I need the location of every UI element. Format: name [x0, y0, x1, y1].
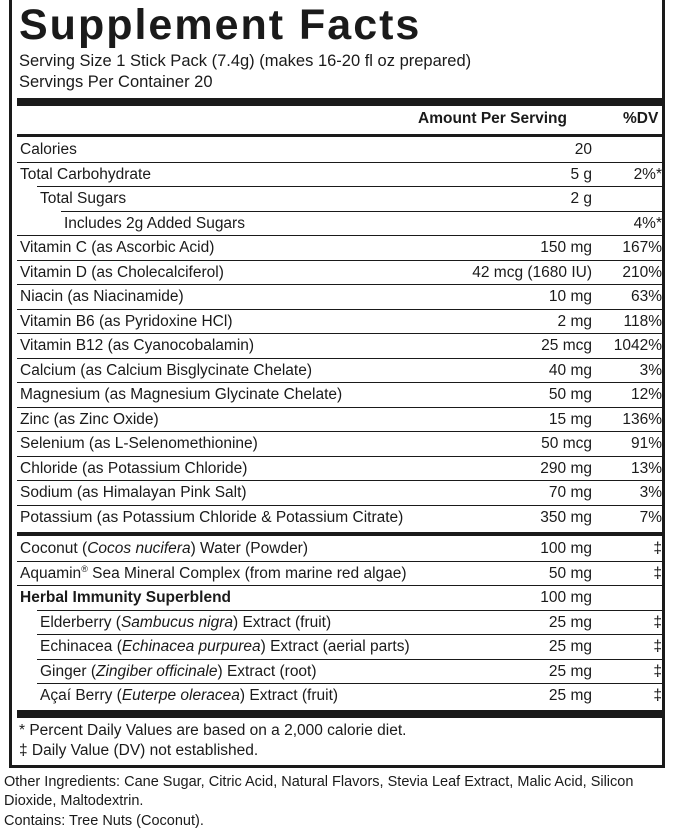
nutrient-amount: 5 g: [570, 165, 592, 183]
nutrient-name: Calories: [20, 141, 77, 158]
nutrient-row-zinc: [17, 408, 665, 433]
ingredient-amount: 50 mg: [548, 564, 592, 582]
ingredient-name-post: ) Extract (fruit): [232, 613, 332, 631]
ingredient-dv: ‡: [653, 662, 662, 680]
nutrient-row-magnesium: [17, 383, 665, 408]
ingredient-row-coconut-water: [17, 537, 665, 562]
nutrient-dv: 7%: [639, 508, 662, 526]
nutrient-name: Sodium (as Himalayan Pink Salt): [20, 484, 247, 501]
ingredient-row-aquamin: [17, 562, 665, 587]
panel-title: Supplement Facts: [19, 1, 422, 49]
ingredient-row-acai: [17, 684, 665, 709]
nutrient-name: Vitamin D (as Cholecalciferol): [20, 263, 224, 281]
nutrient-dv: 91%: [630, 435, 662, 452]
ingredient-name-pre: Echinacea (: [40, 638, 122, 655]
nutrient-row-total-carbohydrate: [17, 163, 665, 188]
ingredient-amount: 100 mg: [540, 540, 592, 557]
ingredient-name-pre: Aquamin: [20, 564, 82, 582]
nutrient-row-total-sugars: [17, 187, 665, 212]
ingredient-dv: ‡: [653, 638, 662, 655]
nutrient-amount: 15 mg: [548, 410, 592, 428]
ingredient-amount: 25 mg: [548, 613, 592, 631]
nutrient-row-selenium: [17, 432, 665, 457]
nutrient-amount: 25 mcg: [541, 337, 592, 354]
ingredient-name: [20, 562, 407, 586]
ingredient-name: [40, 684, 338, 708]
nutrient-name: Selenium (as L-Selenomethionine): [20, 435, 258, 452]
ingredient-amount: 25 mg: [548, 687, 592, 704]
ingredient-row-ginger: [17, 660, 665, 685]
ingredient-name-pre: Açaí Berry (: [40, 687, 122, 704]
ingredient-latin-name: Euterpe oleracea: [121, 687, 240, 704]
registered-mark: ®: [81, 563, 88, 574]
ingredient-latin-name: Echinacea purpurea: [121, 638, 261, 655]
ingredient-dv: ‡: [653, 564, 662, 582]
ingredient-row-echinacea: [17, 635, 665, 660]
nutrient-dv: 210%: [622, 263, 662, 281]
nutrient-amount: 350 mg: [540, 508, 592, 526]
ingredient-name-post: Sea Mineral Complex (from marine red algae): [87, 564, 407, 582]
nutrient-amount: 20: [574, 141, 592, 158]
ingredient-name-pre: Coconut (: [20, 540, 88, 557]
nutrient-amount: 42 mcg (1680 IU): [472, 263, 592, 281]
nutrient-row-vitamin-b12: [17, 334, 665, 359]
nutrient-row-sodium: [17, 481, 665, 506]
ingredient-dv: ‡: [653, 687, 662, 704]
ingredient-amount: 25 mg: [548, 638, 592, 655]
ingredient-latin-name: Cocos nucifera: [87, 540, 191, 557]
nutrient-name: Zinc (as Zinc Oxide): [20, 410, 159, 428]
nutrient-amount: 50 mg: [548, 386, 592, 403]
ingredient-amount: 25 mg: [548, 662, 592, 680]
nutrient-dv: 136%: [622, 410, 662, 428]
ingredient-name-post: ) Extract (aerial parts): [260, 638, 410, 655]
nutrient-dv: 3%: [639, 361, 662, 379]
footer-thick-divider: [17, 710, 665, 718]
nutrient-amount: 2 mg: [557, 312, 592, 330]
allergen-statement: Contains: Tree Nuts (Coconut).: [4, 813, 204, 829]
nutrient-dv: 2%*: [633, 165, 662, 183]
nutrient-row-calcium: [17, 359, 665, 384]
dv-footnote: * Percent Daily Values are based on a 2,000 calorie diet.: [19, 722, 407, 739]
ingredient-row-herbal-superblend: [17, 586, 665, 611]
dv-not-established-footnote: ‡ Daily Value (DV) not established.: [19, 742, 259, 759]
nutrient-row-vitamin-d: [17, 261, 665, 286]
nutrient-name: Niacin (as Niacinamide): [20, 288, 184, 305]
ingredient-name: [40, 611, 331, 635]
ingredient-name: [40, 635, 410, 659]
nutrient-name: Vitamin B12 (as Cyanocobalamin): [20, 337, 255, 354]
ingredient-name-post: ) Water (Powder): [190, 540, 309, 557]
nutrient-name: Includes 2g Added Sugars: [64, 214, 245, 232]
ingredient-name-pre: Elderberry (: [40, 613, 121, 631]
nutrient-amount: 150 mg: [540, 239, 592, 256]
nutrient-row-niacin: [17, 285, 665, 310]
mid-thick-divider: [17, 532, 665, 536]
nutrient-name: Potassium (as Potassium Chloride & Potassium Citrate): [20, 508, 404, 526]
nutrient-dv: 167%: [622, 239, 662, 256]
nutrient-amount: 2 g: [570, 190, 592, 207]
nutrient-dv: 1042%: [613, 337, 662, 354]
nutrient-dv: 4%*: [633, 214, 662, 232]
ingredient-name: Herbal Immunity Superblend: [20, 589, 232, 606]
ingredient-name: [40, 660, 317, 684]
ingredient-row-elderberry: [17, 611, 665, 636]
nutrient-row-vitamin-b6: [17, 310, 665, 335]
other-ingredients: Other Ingredients: Cane Sugar, Citric Acid, Natural Flavors, Stevia Leaf Extract, Malic Acid, Silicon Dioxide, Maltodextrin.: [4, 774, 634, 809]
ingredient-name-post: ) Extract (root): [217, 662, 317, 680]
nutrient-name: Total Carbohydrate: [20, 165, 151, 183]
nutrient-row-added-sugars: [17, 212, 665, 237]
nutrient-amount: 40 mg: [548, 361, 592, 379]
nutrient-row-calories: [17, 138, 665, 163]
nutrient-name: Vitamin B6 (as Pyridoxine HCl): [20, 312, 233, 330]
serving-size: Serving Size 1 Stick Pack (7.4g) (makes 16-20 fl oz prepared): [19, 52, 472, 70]
servings-per-container: Servings Per Container 20: [19, 73, 213, 91]
nutrient-name: Calcium (as Calcium Bisglycinate Chelate): [20, 361, 313, 379]
amount-per-serving-header: Amount Per Serving: [418, 110, 567, 127]
nutrient-amount: 290 mg: [540, 459, 592, 477]
ingredient-latin-name: Sambucus nigra: [120, 613, 233, 631]
nutrient-dv: 13%: [630, 459, 662, 477]
ingredient-latin-name: Zingiber officinale: [96, 662, 218, 680]
ingredient-name-pre: Ginger (: [40, 662, 96, 680]
nutrient-dv: 118%: [623, 312, 662, 330]
nutrient-name: Magnesium (as Magnesium Glycinate Chelate): [20, 386, 343, 403]
nutrient-amount: 70 mg: [548, 484, 592, 501]
ingredient-amount: 100 mg: [540, 589, 592, 606]
nutrient-row-vitamin-c: [17, 236, 665, 261]
nutrient-name: Chloride (as Potassium Chloride): [20, 459, 248, 477]
ingredient-name: [20, 537, 308, 561]
nutrient-amount: 50 mcg: [541, 435, 592, 452]
ingredient-dv: ‡: [653, 540, 662, 557]
column-header-divider: [17, 134, 665, 137]
nutrient-name: Vitamin C (as Ascorbic Acid): [20, 239, 215, 256]
ingredient-name-post: ) Extract (fruit): [239, 687, 339, 704]
nutrient-row-potassium: [17, 506, 665, 531]
nutrient-dv: 12%: [630, 386, 662, 403]
nutrient-dv: 3%: [639, 484, 662, 501]
nutrient-dv: 63%: [630, 288, 662, 305]
nutrient-name: Total Sugars: [40, 190, 127, 207]
dv-header: %DV: [623, 110, 659, 127]
ingredient-dv: ‡: [653, 613, 662, 631]
nutrient-row-chloride: [17, 457, 665, 482]
supplement-facts-panel: [9, 0, 665, 768]
nutrient-amount: 10 mg: [548, 288, 592, 305]
header-thick-divider: [17, 98, 665, 106]
